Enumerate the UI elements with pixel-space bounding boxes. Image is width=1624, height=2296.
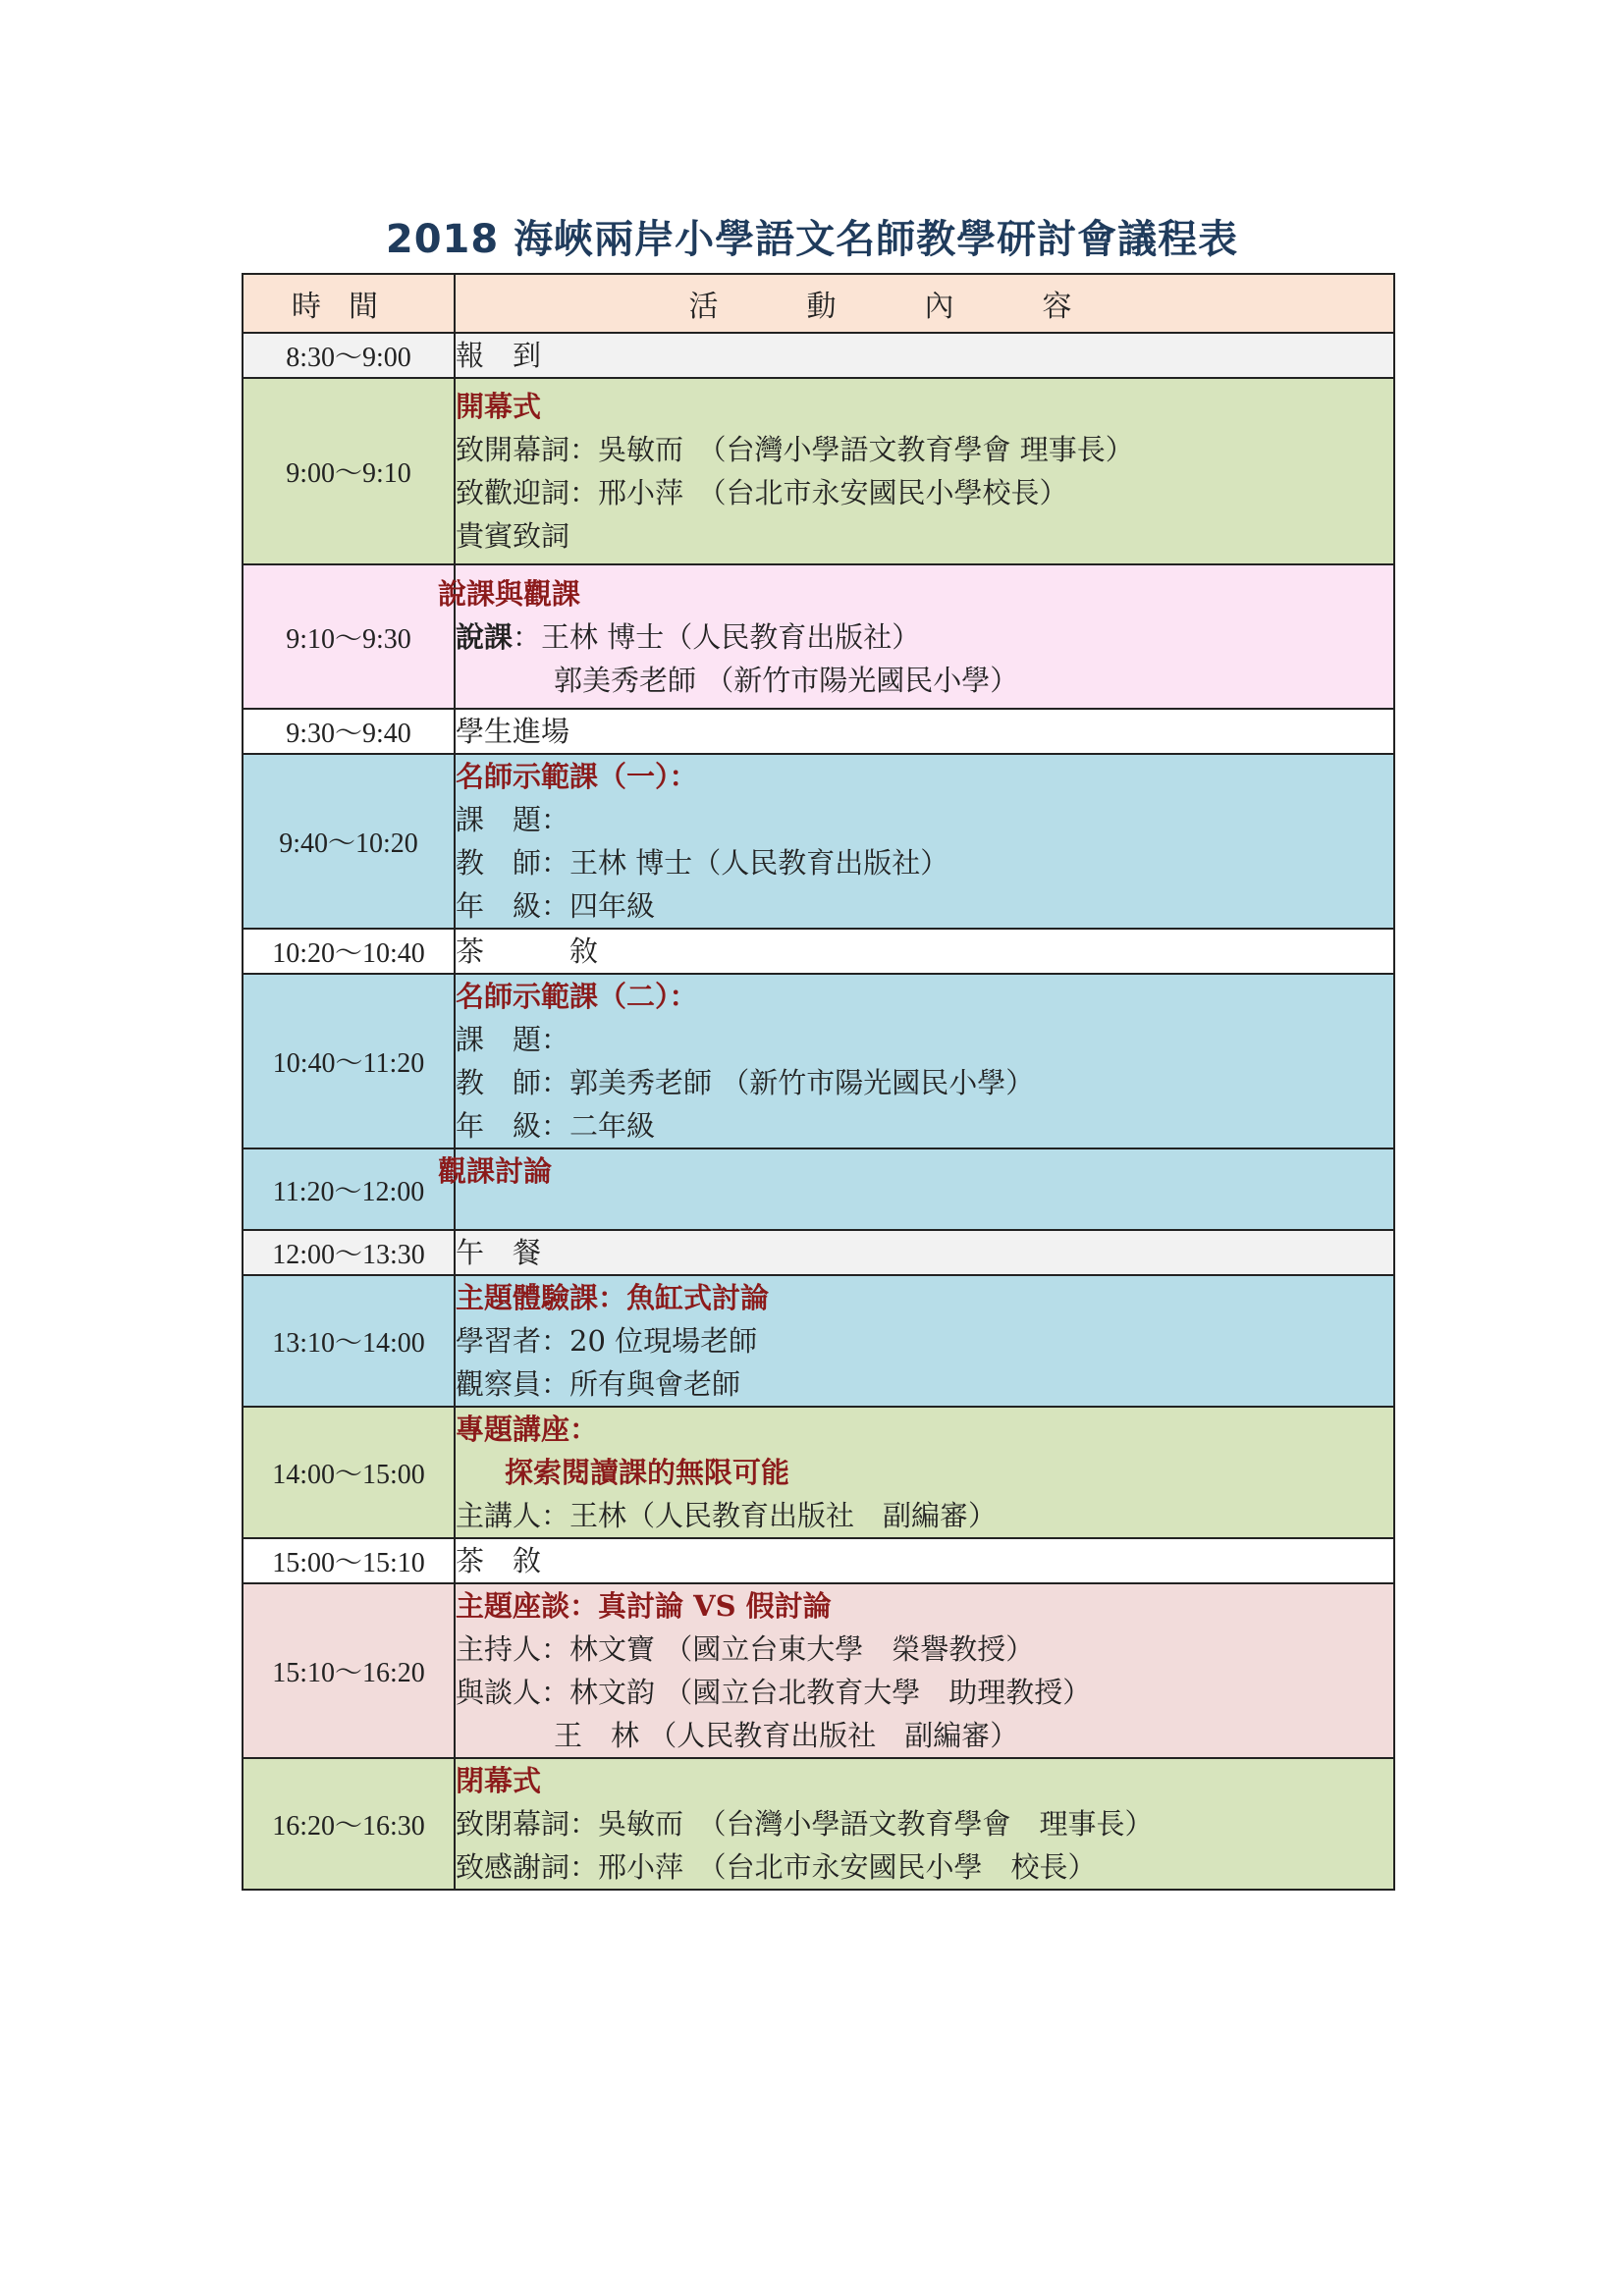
activity-cell: [455, 333, 1394, 378]
activity-cell: [455, 974, 1394, 1148]
activity-cell: [455, 1275, 1394, 1407]
activity-cell: [455, 929, 1394, 974]
activity-line: 教 師：郭美秀老師 （新竹市陽光國民小學）: [456, 1066, 1035, 1099]
activity-heading: 名師示範課（二）：: [456, 980, 698, 1013]
activity-line: 主持人：林文寶 （國立台東大學 榮譽教授）: [456, 1632, 1035, 1666]
activity-line: 報 到: [456, 339, 542, 372]
activity-line: 學習者：20 位現場老師: [456, 1324, 758, 1358]
activity-line: 致感謝詞：邢小萍 （台北市永安國民小學 校長）: [456, 1850, 1097, 1884]
activity-cell: [455, 1583, 1394, 1758]
activity-heading: 開幕式: [456, 390, 542, 423]
activity-cell: [455, 378, 1394, 564]
table-row: [243, 1583, 1394, 1758]
time-cell: 9:30～9:40: [243, 709, 455, 754]
page-title: 2018 海峽兩岸小學語文名師教學研討會議程表: [385, 217, 1239, 262]
table-row: [243, 378, 1394, 564]
activity-line: 課 題：: [456, 803, 570, 836]
time-cell: 15:10～16:20: [243, 1583, 455, 1758]
activity-heading: 觀課討論: [438, 1154, 553, 1188]
time-cell: 14:00～15:00: [243, 1407, 455, 1538]
activity-line: 郭美秀老師 （新竹市陽光國民小學）: [554, 663, 1019, 697]
table-row: [243, 564, 1394, 709]
activity-line: 學生進場: [456, 715, 570, 748]
activity-line: 觀察員：所有與會老師: [456, 1367, 741, 1401]
header-activity: 活動內容: [455, 274, 1394, 333]
activity-line: 年 級：四年級: [456, 889, 656, 923]
table-row: [243, 1758, 1394, 1890]
activity-line: 午 餐: [456, 1236, 542, 1269]
table-row: [243, 333, 1394, 378]
table-header-row: [243, 274, 1394, 333]
table-row: [243, 1275, 1394, 1407]
activity-heading: 說課與觀課: [438, 576, 581, 611]
time-cell: 12:00～13:30: [243, 1230, 455, 1275]
table-row: [243, 754, 1394, 929]
activity-cell: [455, 1230, 1394, 1275]
time-cell: 13:10～14:00: [243, 1275, 455, 1407]
time-cell: 11:20～12:00: [243, 1148, 455, 1230]
time-cell: 16:20～16:30: [243, 1758, 455, 1890]
activity-line: 年 級：二年級: [456, 1109, 656, 1143]
activity-heading: 專題講座：: [456, 1413, 599, 1446]
activity-heading: 主題體驗課：魚缸式討論: [456, 1281, 770, 1314]
header-time: 時間: [243, 274, 455, 333]
time-cell: 9:40～10:20: [243, 754, 455, 929]
table-row: [243, 1148, 1394, 1230]
activity-cell: [455, 1758, 1394, 1890]
time-cell: 9:10～9:30: [243, 564, 455, 709]
activity-subheading: 探索閱讀課的無限可能: [505, 1456, 790, 1489]
activity-cell: [438, 1148, 1394, 1230]
table-row: [243, 974, 1394, 1148]
table-row: [243, 709, 1394, 754]
activity-cell: [455, 754, 1394, 929]
activity-heading: 閉幕式: [456, 1764, 542, 1797]
activity-heading: 主題座談：真討論 VS 假討論: [456, 1589, 832, 1623]
activity-line: 與談人：林文韵 （國立台北教育大學 助理教授）: [456, 1676, 1092, 1709]
activity-line: 王 林 （人民教育出版社 副編審）: [554, 1719, 1019, 1752]
table-row: [243, 929, 1394, 974]
activity-line: 茶 敘: [456, 1544, 542, 1577]
time-cell: 9:00～9:10: [243, 378, 455, 564]
activity-line: [456, 615, 1393, 659]
activity-text: ：王林 博士（人民教育出版社）: [513, 619, 921, 654]
time-cell: 15:00～15:10: [243, 1538, 455, 1583]
table-row: [243, 1407, 1394, 1538]
activity-line: 茶 敘: [456, 934, 599, 968]
activity-line: 主講人：王林（人民教育出版社 副編審）: [456, 1499, 998, 1532]
table-row: [243, 1538, 1394, 1583]
table-row: [243, 1230, 1394, 1275]
activity-cell: [455, 709, 1394, 754]
activity-cell: [455, 1538, 1394, 1583]
activity-line: 教 師：王林 博士（人民教育出版社）: [456, 846, 949, 880]
time-cell: 10:40～11:20: [243, 974, 455, 1148]
activity-line: 課 題：: [456, 1023, 570, 1056]
activity-line: 貴賓致詞: [456, 519, 570, 553]
activity-label: 說課: [456, 619, 514, 654]
agenda-table: [242, 273, 1395, 1891]
time-cell: 10:20～10:40: [243, 929, 455, 974]
time-cell: 8:30～9:00: [243, 333, 455, 378]
activity-heading: 名師示範課（一）：: [456, 760, 698, 793]
activity-line: 致歡迎詞：邢小萍 （台北市永安國民小學校長）: [456, 476, 1068, 509]
activity-cell: [438, 564, 1394, 709]
activity-line: 致開幕詞：吳敏而 （台灣小學語文教育學會 理事長）: [456, 433, 1134, 466]
activity-cell: [455, 1407, 1394, 1538]
activity-line: 致閉幕詞：吳敏而 （台灣小學語文教育學會 理事長）: [456, 1807, 1154, 1841]
